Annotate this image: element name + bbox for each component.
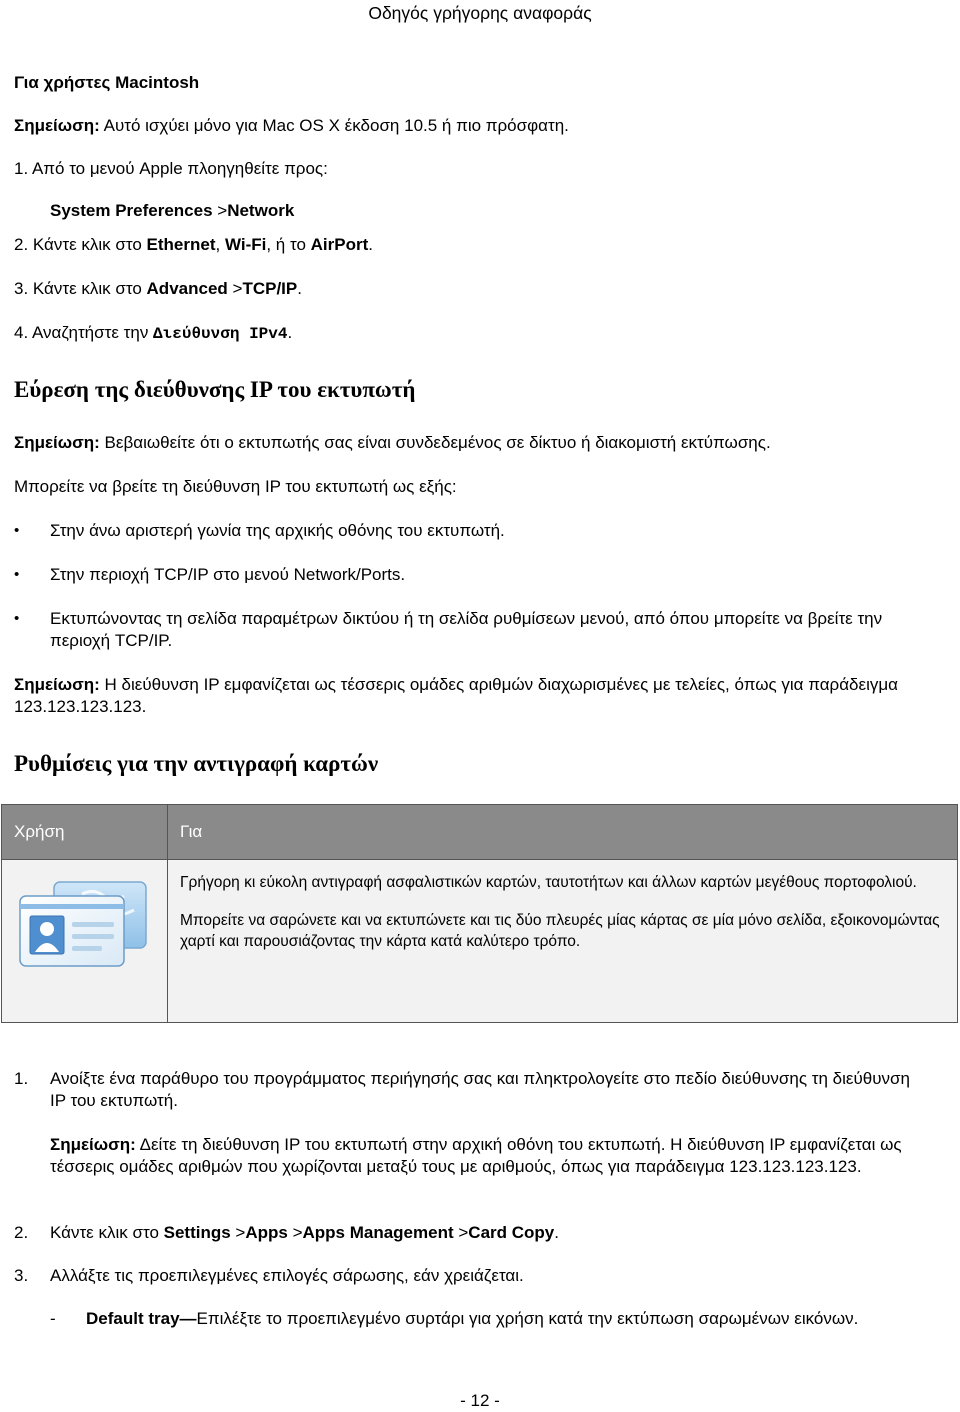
card-step-2-text xyxy=(50,1222,559,1244)
find-ip-bullet-1: • Στην άνω αριστερή γωνία της αρχικής οθόνης του εκτυπωτή. xyxy=(50,520,505,542)
find-ip-note-1 xyxy=(14,432,771,454)
note-label: Σημείωση: xyxy=(14,433,100,452)
card-copy-heading: Ρυθμίσεις για την αντιγραφή καρτών xyxy=(14,751,379,776)
step2-c: > xyxy=(230,1223,246,1242)
default-tray-label: Default tray xyxy=(86,1309,180,1328)
note-label: Σημείωση: xyxy=(14,116,100,135)
card-copy-label: Card Copy xyxy=(468,1223,555,1242)
description-paragraph-2: Μπορείτε να σαρώνετε και να εκτυπώνετε και τις δύο πλευρές μίας κάρτας σε μία μόνο σελίδα, εξοικονομώντας χαρτί και παρουσιάζοντας την κάρτα κατά καλύτερο τρόπο. xyxy=(180,912,940,950)
page-number: - 12 - xyxy=(460,1391,500,1410)
find-ip-intro: Μπορείτε να βρείτε τη διεύθυνση IP του εκτυπωτή ως εξής: xyxy=(14,477,457,496)
table-header-usage: Χρήση xyxy=(2,805,168,860)
step2-g: > xyxy=(453,1223,469,1242)
step2-i: . xyxy=(554,1223,559,1242)
card-step-3-num: 3. xyxy=(14,1266,29,1285)
description-paragraph-1: Γρήγορη κι εύκολη αντιγραφή ασφαλιστικών καρτών, ταυτοτήτων και άλλων καρτών μεγέθους πορτοφολιού. xyxy=(180,874,917,891)
path-sep: > xyxy=(212,201,228,220)
airport-label: AirPort xyxy=(310,235,369,254)
settings-label: Settings xyxy=(163,1223,231,1242)
table-header-for: Για xyxy=(168,805,958,860)
card-step-3-text: Αλλάξτε τις προεπιλεγμένες επιλογές σάρωσης, εάν χρειάζεται. xyxy=(50,1266,524,1285)
card-icon-cell xyxy=(2,860,168,1023)
tcpip-label: TCP/IP xyxy=(242,279,298,298)
page-header-title: Οδηγός γρήγορης αναφοράς xyxy=(368,3,592,23)
mac-step-3 xyxy=(14,278,302,300)
default-tray-item xyxy=(86,1308,916,1330)
note-label: Σημείωση: xyxy=(14,675,100,694)
step2-e: > xyxy=(287,1223,303,1242)
note-text: Η διεύθυνση IP εμφανίζεται ως τέσσερις ομάδες αριθμών διαχωρισμένες με τελείες, όπως για παράδειγμα 123.123.123.123. xyxy=(14,675,898,716)
card-copy-table xyxy=(1,804,958,1023)
ipv4-address-label: Διεύθυνση IPv4 xyxy=(153,325,288,343)
mac-step-2 xyxy=(14,234,373,256)
sub-item-dash: - xyxy=(50,1309,56,1328)
step3-e: . xyxy=(297,279,302,298)
mac-heading-text: Για χρήστες Macintosh xyxy=(14,73,200,92)
find-ip-bullet-2: • Στην περιοχή TCP/IP στο μενού Network/Ports. xyxy=(50,564,405,586)
mac-note xyxy=(14,115,569,137)
card-step-2-num: 2. xyxy=(14,1223,29,1242)
mac-step-4 xyxy=(14,322,292,345)
card-copy-icon xyxy=(12,874,152,974)
step4-a: 4. Αναζητήστε την xyxy=(14,323,154,342)
ethernet-label: Ethernet xyxy=(146,235,216,254)
table-row xyxy=(2,860,958,1023)
find-ip-bullet-3: • Εκτυπώνοντας τη σελίδα παραμέτρων δικτύου ή τη σελίδα ρυθμίσεων μενού, από όπου μπορείτε να βρείτε την περιοχή TCP/IP. xyxy=(50,608,945,652)
step3-c: > xyxy=(227,279,243,298)
step4-c: . xyxy=(287,323,293,342)
wifi-label: Wi‑Fi xyxy=(224,235,267,254)
step2-a: Κάντε κλικ στο xyxy=(50,1223,164,1242)
step3-a: 3. Κάντε κλικ στο xyxy=(14,279,147,298)
find-ip-note-2 xyxy=(14,674,949,718)
table-header-row xyxy=(2,805,958,860)
note-label: Σημείωση: xyxy=(50,1135,136,1154)
card-copy-description xyxy=(168,860,958,1023)
find-ip-heading: Εύρεση της διεύθυνσης IP του εκτυπωτή xyxy=(14,377,416,402)
apps-management-label: Apps Management xyxy=(302,1223,454,1242)
mac-step-1: 1. Από το μενού Apple πλοηγηθείτε προς: xyxy=(14,159,328,178)
step2-a: 2. Κάντε κλικ στο xyxy=(14,235,147,254)
path-system-preferences: System Preferences xyxy=(50,201,213,220)
note-text: Βεβαιωθείτε ότι ο εκτυπωτής σας είναι συνδεδεμένος σε δίκτυο ή διακομιστή εκτύπωσης. xyxy=(99,433,771,452)
card-step-1-text: Ανοίξτε ένα παράθυρο του προγράμματος περιήγησής σας και πληκτρολογείτε στο πεδίο διεύθυνσης τη διεύθυνση IP του εκτυπωτή. xyxy=(50,1069,910,1110)
mac-heading xyxy=(14,72,199,94)
path-network: Network xyxy=(227,201,295,220)
card-step-1-note xyxy=(50,1134,930,1178)
advanced-label: Advanced xyxy=(146,279,228,298)
default-tray-dash: — xyxy=(179,1309,197,1328)
step2-g: . xyxy=(368,235,373,254)
step2-e: , ή το xyxy=(266,235,311,254)
note-text: Αυτό ισχύει μόνο για Mac OS X έκδοση 10.5 ή πιο πρόσφατη. xyxy=(99,116,569,135)
apps-label: Apps xyxy=(245,1223,288,1242)
step2-c: , xyxy=(215,235,225,254)
note-text: Δείτε τη διεύθυνση IP του εκτυπωτή στην αρχική οθόνη του εκτυπωτή. Η διεύθυνση IP εμφανίζεται ως τέσσερις ομάδες αριθμών που χωρίζονται μεταξύ τους με αριθμούς, όπως για παράδειγμα 123.123.123.123. xyxy=(50,1135,902,1176)
mac-step-1-path xyxy=(50,200,294,222)
card-step-1-num: 1. xyxy=(14,1069,29,1088)
default-tray-text: Επιλέξτε το προεπιλεγμένο συρτάρι για χρήση κατά την εκτύπωση σαρωμένων εικόνων. xyxy=(196,1309,859,1328)
